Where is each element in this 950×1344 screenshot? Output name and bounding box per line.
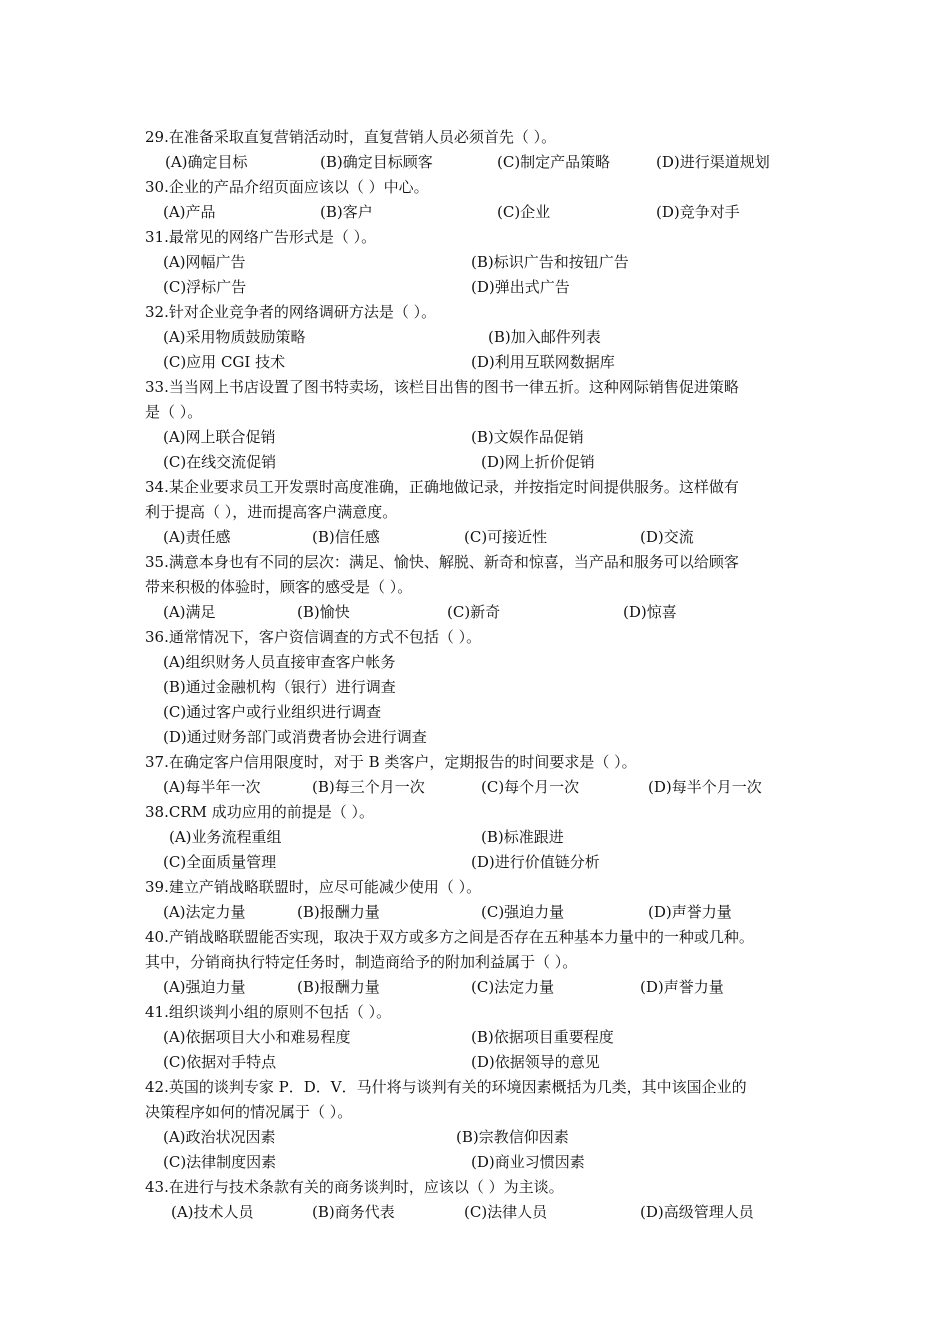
question-30-stem: 30.企业的产品介绍页面应该以（ ）中心。 (145, 178, 429, 196)
question-35-option: (A)满足 (163, 603, 216, 621)
question-32-option: (A)采用物质鼓励策略 (163, 328, 306, 346)
question-32-option: (D)利用互联网数据库 (471, 353, 615, 371)
question-38-option: (C)全面质量管理 (163, 853, 277, 871)
question-43-option: (C)法律人员 (464, 1203, 548, 1221)
question-35-stem-cont: 带来积极的体验时，顾客的感受是（ ）。 (145, 578, 413, 596)
question-35-option: (C)新奇 (447, 603, 501, 621)
question-34-stem: 34.某企业要求员工开发票时高度准确，正确地做记录，并按指定时间提供服务。这样做有 (145, 478, 739, 496)
question-37-option: (B)每三个月一次 (312, 778, 425, 796)
question-37-option: (C)每个月一次 (481, 778, 580, 796)
question-42-option: (C)法律制度因素 (163, 1153, 277, 1171)
question-43-option: (B)商务代表 (312, 1203, 395, 1221)
question-36-option: (C)通过客户或行业组织进行调查 (163, 703, 382, 721)
question-39-stem: 39.建立产销战略联盟时，应尽可能减少使用（ ）。 (145, 878, 482, 896)
question-40-option: (A)强迫力量 (163, 978, 246, 996)
question-37-option: (D)每半个月一次 (648, 778, 762, 796)
question-30-option: (D)竞争对手 (656, 203, 740, 221)
question-38-stem: 38.CRM 成功应用的前提是（ ）。 (145, 803, 375, 821)
question-33-option: (D)网上折价促销 (481, 453, 595, 471)
question-38-option: (A)业务流程重组 (169, 828, 282, 846)
question-36-option: (A)组织财务人员直接审查客户帐务 (163, 653, 396, 671)
question-38-option: (B)标准跟进 (481, 828, 564, 846)
question-42-option: (B)宗教信仰因素 (456, 1128, 569, 1146)
question-41-option: (C)依据对手特点 (163, 1053, 277, 1071)
question-43-option: (D)高级管理人员 (640, 1203, 754, 1221)
question-40-option: (C)法定力量 (471, 978, 555, 996)
question-30-option: (C)企业 (497, 203, 551, 221)
question-33-option: (B)文娱作品促销 (471, 428, 584, 446)
question-36-option: (D)通过财务部门或消费者协会进行调查 (163, 728, 427, 746)
question-29-option: (B)确定目标顾客 (320, 153, 433, 171)
question-31-stem: 31.最常见的网络广告形式是（ ）。 (145, 228, 377, 246)
question-40-option: (D)声誉力量 (640, 978, 724, 996)
question-38-option: (D)进行价值链分析 (471, 853, 600, 871)
question-34-stem-cont: 利于提高（ ），进而提高客户满意度。 (145, 503, 398, 521)
question-30-option: (B)客户 (320, 203, 373, 221)
question-33-option: (A)网上联合促销 (163, 428, 276, 446)
question-39-option: (D)声誉力量 (648, 903, 732, 921)
question-34-option: (D)交流 (640, 528, 694, 546)
question-39-option: (B)报酬力量 (297, 903, 380, 921)
question-34-option: (C)可接近性 (464, 528, 548, 546)
question-36-stem: 36.通常情况下，客户资信调查的方式不包括（ ）。 (145, 628, 482, 646)
question-33-stem: 33.当当网上书店设置了图书特卖场，该栏目出售的图书一律五折。这种网际销售促进策略 (145, 378, 739, 396)
question-29-stem: 29.在准备采取直复营销活动时，直复营销人员必须首先（ ）。 (145, 128, 557, 146)
question-42-option: (D)商业习惯因素 (471, 1153, 585, 1171)
question-43-option: (A)技术人员 (171, 1203, 254, 1221)
question-40-stem-cont: 其中，分销商执行特定任务时，制造商给予的附加利益属于（ ）。 (145, 953, 578, 971)
question-30-option: (A)产品 (163, 203, 216, 221)
question-32-option: (B)加入邮件列表 (488, 328, 601, 346)
question-39-option: (A)法定力量 (163, 903, 246, 921)
question-40-option: (B)报酬力量 (297, 978, 380, 996)
question-29-option: (A)确定目标 (165, 153, 248, 171)
question-41-option: (A)依据项目大小和难易程度 (163, 1028, 351, 1046)
question-31-option: (B)标识广告和按钮广告 (471, 253, 629, 271)
question-42-option: (A)政治状况因素 (163, 1128, 276, 1146)
question-40-stem: 40.产销战略联盟能否实现，取决于双方或多方之间是否存在五种基本力量中的一种或几种。 (145, 928, 754, 946)
question-43-stem: 43.在进行与技术条款有关的商务谈判时，应该以（ ）为主谈。 (145, 1178, 564, 1196)
question-29-option: (C)制定产品策略 (497, 153, 611, 171)
question-33-option: (C)在线交流促销 (163, 453, 277, 471)
question-31-option: (A)网幅广告 (163, 253, 246, 271)
question-32-option: (C)应用 CGI 技术 (163, 353, 286, 371)
question-34-option: (B)信任感 (312, 528, 380, 546)
question-37-stem: 37.在确定客户信用限度时，对于 B 类客户，定期报告的时间要求是（ ）。 (145, 753, 637, 771)
question-42-stem-cont: 决策程序如何的情况属于（ ）。 (145, 1103, 353, 1121)
question-29-option: (D)进行渠道规划 (656, 153, 770, 171)
question-35-stem: 35.满意本身也有不同的层次：满足、愉快、解脱、新奇和惊喜，当产品和服务可以给顾客 (145, 553, 739, 571)
question-35-option: (B)愉快 (297, 603, 350, 621)
question-35-option: (D)惊喜 (623, 603, 677, 621)
question-42-stem: 42.英国的谈判专家 P．D．V．马什将与谈判有关的环境因素概括为几类，其中该国企业的 (145, 1078, 747, 1096)
question-31-option: (D)弹出式广告 (471, 278, 570, 296)
question-39-option: (C)强迫力量 (481, 903, 565, 921)
question-41-option: (D)依据领导的意见 (471, 1053, 600, 1071)
question-41-option: (B)依据项目重要程度 (471, 1028, 614, 1046)
question-31-option: (C)浮标广告 (163, 278, 247, 296)
question-32-stem: 32.针对企业竞争者的网络调研方法是（ ）。 (145, 303, 437, 321)
question-36-option: (B)通过金融机构（银行）进行调查 (163, 678, 396, 696)
question-33-stem-cont: 是（ ）。 (145, 403, 203, 421)
question-34-option: (A)责任感 (163, 528, 231, 546)
question-37-option: (A)每半年一次 (163, 778, 261, 796)
question-41-stem: 41.组织谈判小组的原则不包括（ ）。 (145, 1003, 392, 1021)
